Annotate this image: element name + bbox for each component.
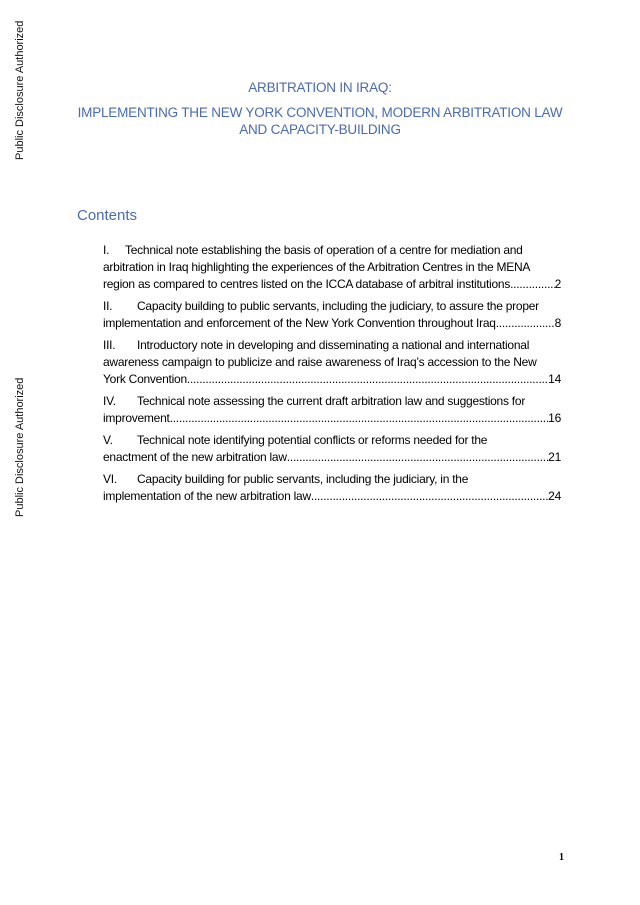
dot-leader — [170, 410, 549, 427]
document-subtitle-line1: IMPLEMENTING THE NEW YORK CONVENTION, MODERN ARBITRATION LAW — [77, 105, 563, 120]
toc-entry-text: arbitration in Iraq highlighting the experiences of the Arbitration Centres in the MENA — [103, 260, 531, 274]
toc-entry-text: region as compared to centres listed on the ICCA database of arbitral institutions — [103, 277, 511, 291]
document-subtitle-line2: AND CAPACITY-BUILDING — [239, 122, 401, 137]
toc-entry-line — [103, 354, 561, 371]
toc-entry-last-line — [103, 410, 561, 427]
toc-entry[interactable] — [103, 432, 561, 466]
toc-entry-last-line — [103, 371, 561, 388]
toc-entry[interactable] — [103, 393, 561, 427]
toc-entry-page[interactable]: 2 — [554, 277, 561, 291]
toc-entry-text: awareness campaign to publicize and raise awareness of Iraq’s accession to the New — [103, 355, 537, 369]
toc-entry-line — [103, 298, 561, 315]
toc-entry-number: II. — [103, 299, 113, 313]
toc-entry[interactable] — [103, 298, 561, 332]
toc-entry-line — [103, 259, 561, 276]
toc-entry-text: Technical note establishing the basis of operation of a centre for mediation and — [125, 243, 523, 257]
toc-entry-line — [103, 393, 561, 410]
toc-entry-text: Capacity building to public servants, including the judiciary, to assure the proper — [137, 299, 539, 313]
toc-entry-line — [103, 432, 561, 449]
toc-entry-page[interactable]: 16 — [548, 411, 561, 425]
toc-entry-line — [103, 337, 561, 354]
toc-entry-last-line — [103, 488, 561, 505]
toc-entry-text: Technical note identifying potential conflicts or reforms needed for the — [137, 433, 488, 447]
disclosure-label-top: Public Disclosure Authorized — [14, 20, 26, 160]
toc-entry-line — [103, 471, 561, 488]
toc-entry[interactable] — [103, 337, 561, 388]
dot-leader — [496, 315, 555, 332]
toc-entry[interactable] — [103, 242, 561, 293]
dot-leader — [311, 488, 548, 505]
toc-entry-text: implementation and enforcement of the New York Convention throughout Iraq — [103, 316, 496, 330]
disclosure-label-bottom: Public Disclosure Authorized — [14, 377, 26, 517]
toc-entry-number: III. — [103, 338, 116, 352]
toc-entry-number: V. — [103, 433, 113, 447]
toc-entry-text: Capacity building for public servants, including the judiciary, in the — [137, 472, 469, 486]
toc-entry-last-line — [103, 276, 561, 293]
toc-entry-number: IV. — [103, 394, 116, 408]
toc-entry-page[interactable]: 24 — [548, 489, 561, 503]
toc-entry-text: Introductory note in developing and disseminating a national and international — [137, 338, 530, 352]
toc-entry-text: implementation of the new arbitration law — [103, 489, 311, 503]
dot-leader — [510, 276, 554, 293]
toc-entry-last-line — [103, 315, 561, 332]
toc-entry-number: VI. — [103, 472, 117, 486]
toc-entry-last-line — [103, 449, 561, 466]
toc-entry-page[interactable]: 21 — [548, 450, 561, 464]
toc-entry-text: improvement — [103, 411, 170, 425]
toc-entry[interactable] — [103, 471, 561, 505]
toc-entry-text: York Convention — [103, 372, 187, 386]
table-of-contents — [103, 242, 561, 510]
toc-entry-page[interactable]: 14 — [548, 372, 561, 386]
dot-leader — [287, 449, 548, 466]
dot-leader — [187, 371, 548, 388]
page-number: 1 — [559, 852, 564, 863]
document-title: ARBITRATION IN IRAQ: — [248, 80, 392, 95]
toc-entry-text: enactment of the new arbitration law — [103, 450, 287, 464]
toc-entry-page[interactable]: 8 — [554, 316, 561, 330]
toc-entry-line — [103, 242, 561, 259]
toc-entry-number: I. — [103, 243, 110, 257]
toc-entry-text: Technical note assessing the current draft arbitration law and suggestions for — [137, 394, 526, 408]
contents-heading: Contents — [77, 207, 138, 224]
